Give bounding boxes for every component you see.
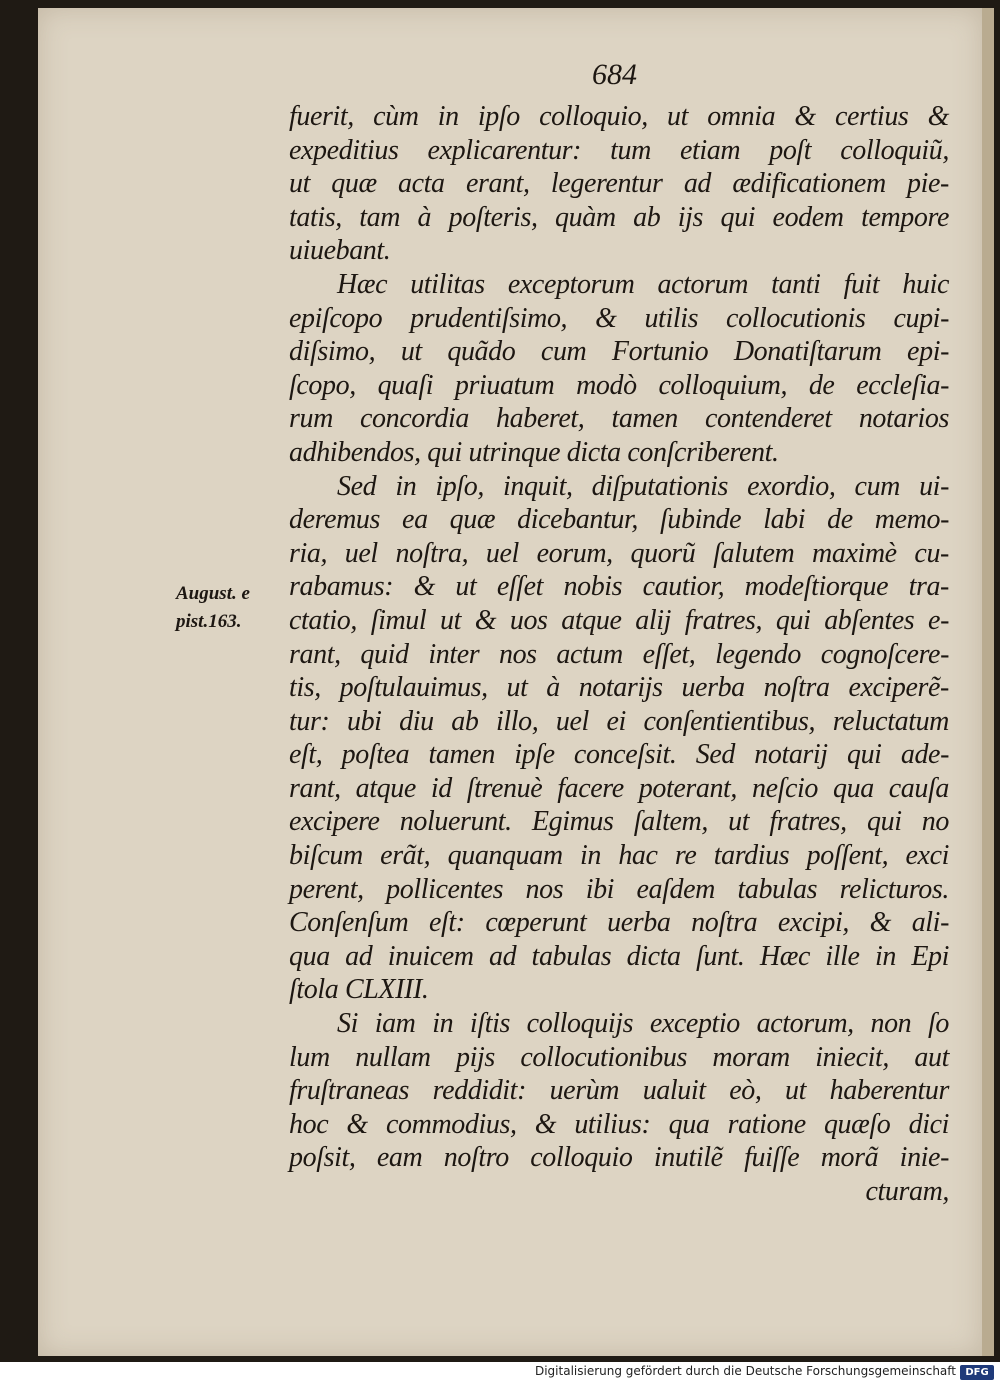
text-line: ria, uel noſtra, uel eorum, quorũ ſalutem maximè cu- — [289, 537, 949, 569]
text-line: Conſenſum eſt: cœperunt uerba noſtra excipi, & ali- — [289, 907, 949, 939]
funding-credit: Digitalisierung gefördert durch die Deutsche Forschungsgemeinschaft — [534, 1364, 956, 1378]
text-line: ſtola CLXIII. — [289, 974, 429, 1006]
text-line: deremus ea quæ dicebantur, ſubinde labi de memo- — [289, 504, 949, 536]
text-line: adhibendos, qui utrinque dicta conſcriberent. — [289, 436, 779, 468]
text-line: poſsit, eam noſtro colloquio inutilẽ fuiſſe morã inie- — [289, 1142, 949, 1174]
text-line: rant, atque id ſtrenuè facere poterant, neſcio qua cauſa — [289, 772, 949, 804]
text-line: tatis, tam à poſteris, quàm ab ijs qui eodem tempore — [289, 201, 949, 233]
text-line: rant, quid inter nos actum eſſet, legendo cognoſcere- — [289, 638, 949, 670]
text-line: ctatio, ſimul ut & uos atque alij fratres, qui abſentes e- — [289, 604, 949, 636]
text-line: Hæc utilitas exceptorum actorum tanti fuit huic — [337, 268, 949, 300]
text-line: excipere noluerunt. Egimus ſaltem, ut fratres, qui no — [289, 806, 949, 838]
dfg-logo: DFG — [960, 1365, 994, 1380]
text-line: expeditius explicarentur: tum etiam poſt colloquiũ, — [289, 134, 949, 166]
text-line: tis, poſtulauimus, ut à notarijs uerba noſtra exciperẽ- — [289, 672, 949, 704]
text-line: fuerit, cùm in ipſo colloquio, ut omnia & certius & — [289, 101, 949, 132]
text-line: Sed in ipſo, inquit, diſputationis exordio, cum ui- — [337, 470, 949, 502]
text-line: epiſcopo prudentiſsimo, & utilis collocutionis cupi- — [289, 302, 949, 334]
text-line: eſt, poſtea tamen ipſe conceſsit. Sed notarij qui ade- — [289, 739, 949, 771]
text-line: cturam, — [865, 1176, 949, 1207]
text-line: uiuebant. — [289, 235, 391, 267]
page-number: 684 — [592, 58, 637, 91]
margin-note — [176, 580, 276, 636]
text-line: qua ad inuicem ad tabulas dicta ſunt. Hæc ille in Epi — [289, 940, 949, 972]
text-line: rum concordia haberet, tamen contenderet notarios — [289, 403, 949, 435]
text-line: Si iam in iſtis colloquijs exceptio actorum, non ſo — [337, 1008, 949, 1040]
body-text — [289, 100, 949, 1209]
text-line: diſsimo, ut quãdo cum Fortunio Donatiſtarum epi- — [289, 336, 949, 368]
text-line: hoc & commodius, & utilius: qua ratione quæſo dici — [289, 1108, 949, 1140]
text-line: tur: ubi diu ab illo, uel ei conſentientibus, reluctatum — [289, 705, 949, 737]
margin-note-line: pist.163. — [176, 611, 242, 632]
text-line: lum nullam pijs collocutionibus moram iniecit, aut — [289, 1041, 949, 1073]
text-line: ſcopo, quaſi priuatum modò colloquium, de eccleſia- — [289, 369, 949, 401]
text-line: biſcum erãt, quanquam in hac re tardius poſſent, exci — [289, 840, 949, 872]
text-line: perent, pollicentes nos ibi eaſdem tabulas relicturos. — [289, 873, 949, 905]
text-line: rabamus: & ut eſſet nobis cautior, modeſtiorque tra- — [289, 571, 949, 603]
text-line: ut quæ acta erant, legerentur ad ædificationem pie- — [289, 168, 949, 200]
text-line: fruſtraneas reddidit: uerùm ualuit eò, ut haberentur — [289, 1075, 949, 1107]
margin-note-line: August. e — [176, 583, 250, 604]
page-edge — [982, 8, 994, 1356]
footer-bar — [0, 1362, 1000, 1385]
